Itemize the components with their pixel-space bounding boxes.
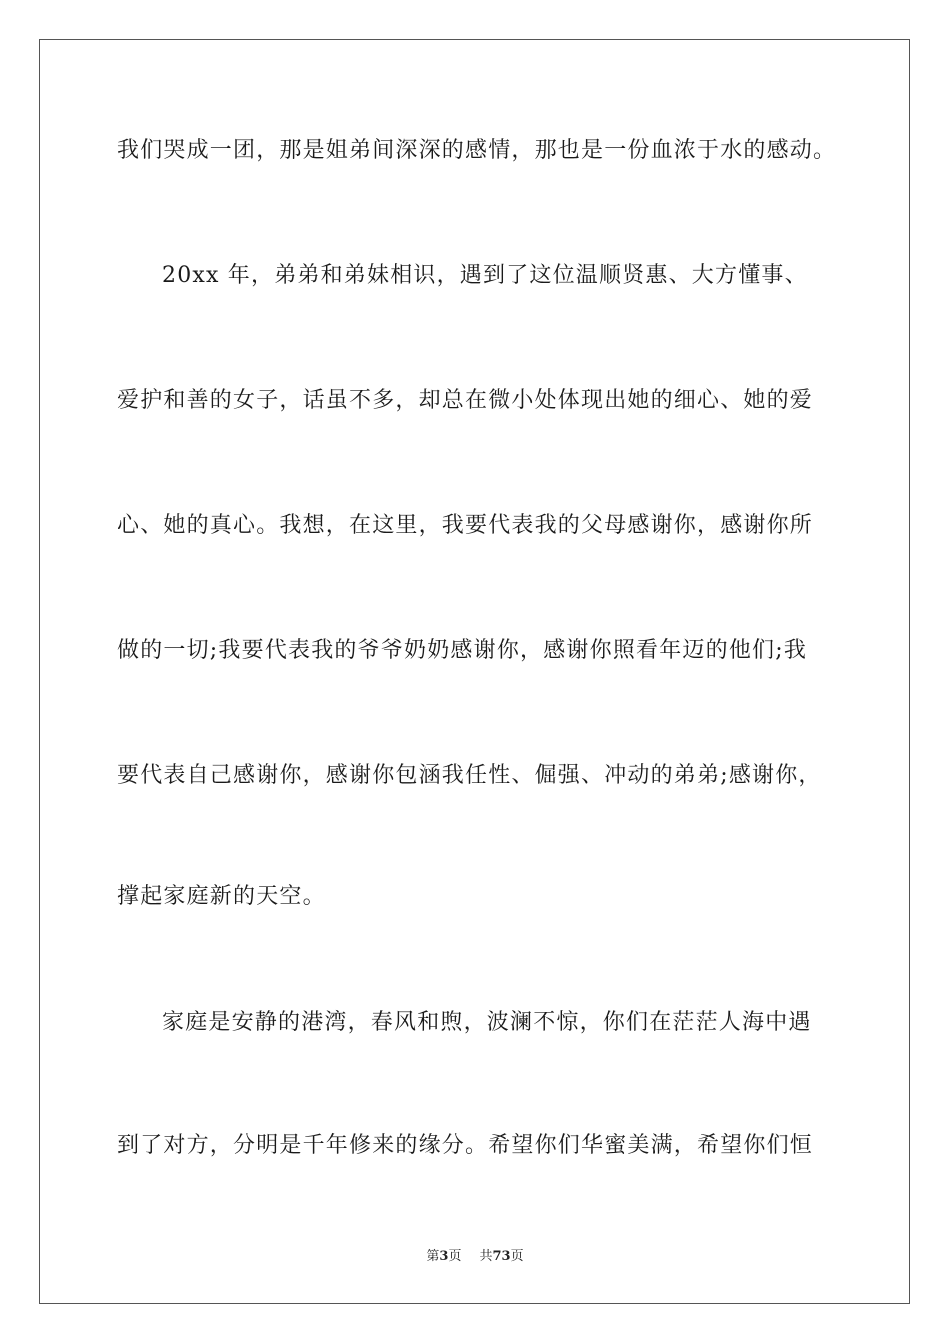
text-line-2: 20xx 年，弟弟和弟妹相识，遇到了这位温顺贤惠、大方懂事、 <box>162 263 808 288</box>
text-line-7: 撑起家庭新的天空。 <box>117 884 326 909</box>
footer-page-total: 73 <box>492 1249 511 1264</box>
footer-page-prefix: 第 <box>426 1249 440 1264</box>
text-line-4: 心、她的真心。我想，在这里，我要代表我的父母感谢你，感谢你所 <box>117 513 814 538</box>
footer-page-current: 3 <box>439 1249 449 1264</box>
page-frame <box>39 39 910 1304</box>
footer-page-suffix: 页 <box>448 1249 462 1264</box>
text-line-5: 做的一切;我要代表我的爷爷奶奶感谢你，感谢你照看年迈的他们;我 <box>117 638 808 663</box>
page-footer <box>0 1248 950 1266</box>
footer-total-prefix: 共 <box>479 1249 493 1264</box>
text-line-3: 爱护和善的女子，话虽不多，却总在微小处体现出她的细心、她的爱 <box>117 388 814 413</box>
footer-total-suffix: 页 <box>510 1249 524 1264</box>
text-line-8: 家庭是安静的港湾，春风和煦，波澜不惊，你们在茫茫人海中遇 <box>162 1010 812 1035</box>
text-line-9: 到了对方，分明是千年修来的缘分。希望你们华蜜美满，希望你们恒 <box>117 1133 814 1158</box>
text-line-1: 我们哭成一团，那是姐弟间深深的感情，那也是一份血浓于水的感动。 <box>117 138 837 163</box>
text-line-6: 要代表自己感谢你，感谢你包涵我任性、倔强、冲动的弟弟;感谢你， <box>117 763 822 788</box>
